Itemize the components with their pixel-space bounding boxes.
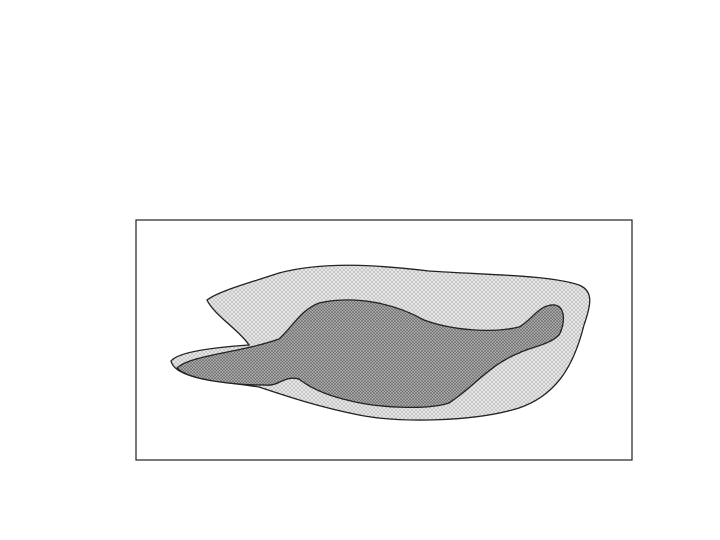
contour-map-svg <box>79 125 640 480</box>
occupancy-contour-figure <box>79 125 640 480</box>
